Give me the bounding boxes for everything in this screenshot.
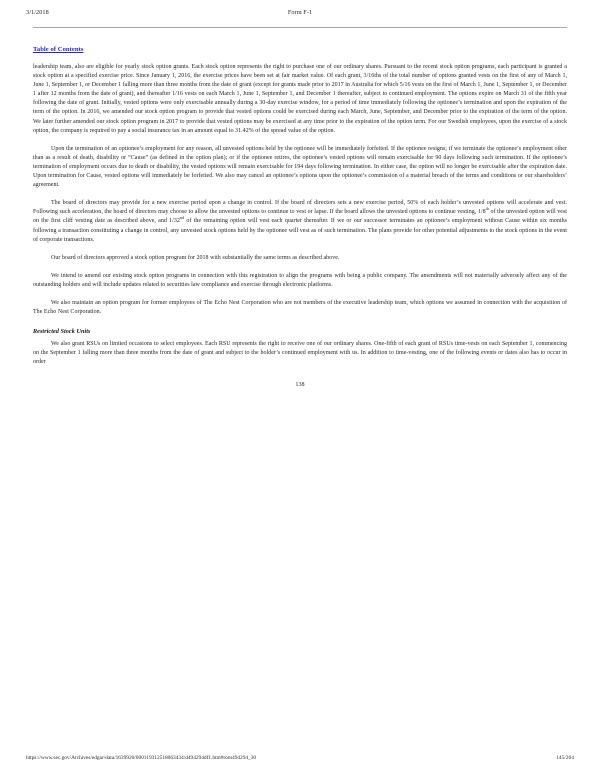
browser-print-header: [0, 9, 600, 23]
print-header-title: Form F-1: [287, 9, 313, 16]
paragraph-termination-of-employment: Upon the termination of an optionee’s employment for any reason, all unvested options held by the optionee will be immediately forfeited. If the optionee resigns; if we terminate the optionee’s employment other than as a result of death, disability or “Cause” (as defined in the option plan); or if the optionee retires, the optionee’s vested options will remain exercisable for 90 days following such termination. If the optionee’s termination of employment occurs due to death or disability, the vested options will remain exercisable for 194 days following termination. In either case, the option will no longer be exercisable after the expiration date. Upon termination for Cause, vested options will immediately be forfeited. We also may cancel an optionee’s options upon the optionee’s commission of a material breach of the terms and conditions or our shareholders’ agreement.: [33, 145, 567, 189]
browser-print-footer: [0, 755, 600, 767]
header-divider: [33, 27, 567, 28]
paragraph-stock-option-grants: leadership team, also are eligible for yearly stock option grants. Each stock option represents the right to purchase one of our ordinary shares. Pursuant to the recent stock option programs, each participant is granted a stock option at a specified exercise price. Since January 1, 2016, the exercise prices have been set at fair market value. Of each grant, 3/16ths of the total number of options granted vests on the first of any of March 1, June 1, September 1, or December 1 falling more than three months from the date of grant (except for grants made prior to 2017 in Australia for which 5/16 vests on the first of March 1, June 1, September 1, or December 1 after 12 months from the date of grant), and thereafter 1/16 vests on each March 1, June 1, September 1, and December 1 thereafter, subject to continued employment. The options expire on March 31 of the fifth year following the date of grant. Initially, vested options were only exercisable annually during a 30-day exercise window, for a period of time immediately following the optionee’s termination and upon the expiration of the term of the option. In 2016, we amended our stock option program to provide that vested options could be exercised during each March, June, September, and December prior to the expiration of the term of the option. We later further amended our stock option program in 2017 to provide that vested options may be exercised at any time prior to the expiration of the option term. For our Swedish employees, upon the exercise of a stock option, the company is required to pay a social insurance tax in an amount equal to 31.42% of the spread value of the option.: [33, 64, 567, 134]
print-footer-url: https://www.sec.gov/Archives/edgar/data/1639920/000119312518063434/d494294df1.htm#rom494294_30: [26, 755, 257, 761]
paragraph-echo-nest-options: We also maintain an option program for former employees of The Echo Nest Corporation who are not members of the executive leadership team, which options we assumed in connection with the acquisition of The Echo Nest Corporation.: [33, 299, 567, 316]
document-page: [33, 38, 567, 388]
fraction-thirtysecond-superscript: nd: [179, 215, 185, 221]
section-heading-restricted-stock-units: Restricted Stock Units: [33, 328, 91, 336]
print-header-date: 3/1/2018: [26, 9, 49, 16]
change-in-control-text-2: of the unvested option will vest on the first cliff vesting date as described above, and 1/32: [33, 209, 567, 225]
paragraph-rsu-grants: We also grant RSUs on limited occasions to select employees. Each RSU represents the right to receive one of our ordinary shares. One-fifth of each grant of RSUs time-vests on each September 1, commencing on the September 1 falling more than three months from the date of grant and subject to the holder’s continued employment with us. In addition to time-vesting, one of the following events or dates also has to occur in order: [33, 341, 567, 366]
paragraph-intend-to-amend: We intend to amend our existing stock option programs in connection with this registration to align the programs with being a public company. The amendments will not materially adversely affect any of the outstanding holders and will include updates related to securities law compliance and exercise through electronic platforms.: [33, 272, 567, 288]
change-in-control-text-1: The board of directors may provide for a new exercise period upon a change in control. If the board of directors sets a new exercise period, 50% of each holder’s unvested options will accelerate and vest. Following such acceleration, the board of directors may choose to allow the unvested options to continue to vest or lapse. If the board allows the unvested options to continue vesting, 1/8: [33, 200, 567, 216]
print-footer-page-count: 145/264: [555, 755, 574, 761]
page-number: 138: [295, 382, 305, 389]
paragraph-change-in-control: [33, 199, 567, 244]
paragraph-board-approval-2018: Our board of directors approved a stock option program for 2018 with substantially the same terms as described above.: [51, 254, 340, 261]
table-of-contents-link[interactable]: Table of Contents: [33, 46, 84, 53]
fraction-eighth-superscript: th: [485, 206, 489, 212]
change-in-control-text-3: of the remaining option will vest each quarter thereafter. If we or our successor terminates an optionee’s employment without Cause within six months following a transaction constituting a change in control, any unvested stock options held by the optionee will vest as of such termination. The plans provide for other potential adjustments to the stock options in the event of corporate transactions.: [33, 218, 567, 243]
